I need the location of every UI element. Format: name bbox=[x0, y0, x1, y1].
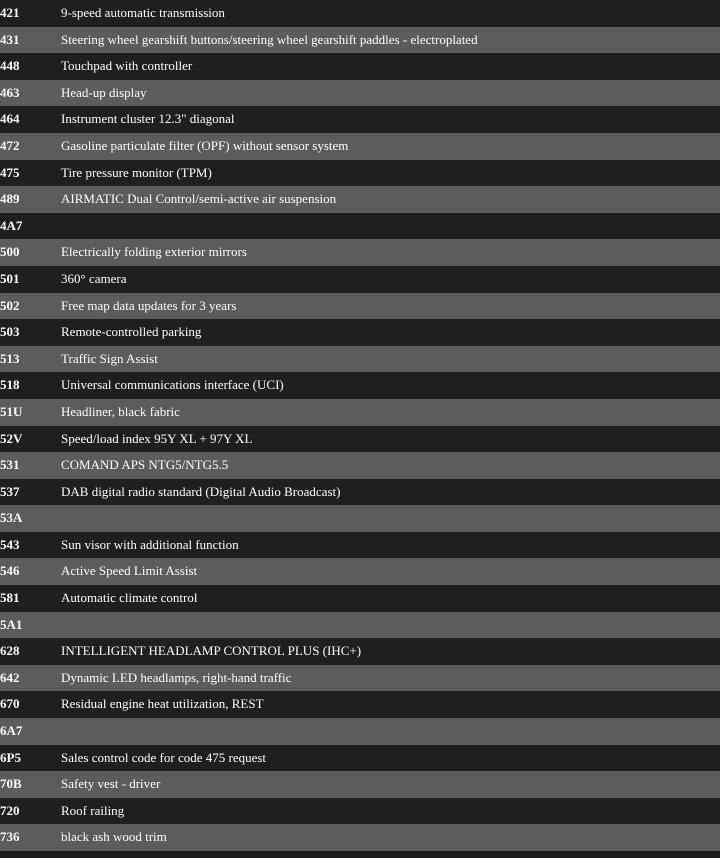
table-row bbox=[0, 824, 720, 851]
table-row bbox=[0, 452, 720, 479]
option-description: Active Speed Limit Assist bbox=[61, 563, 198, 579]
option-code: 421 bbox=[0, 5, 20, 20]
table-row bbox=[0, 479, 720, 506]
option-code: 53A bbox=[0, 510, 23, 526]
table-row bbox=[0, 0, 720, 27]
table-row bbox=[0, 718, 720, 745]
table-row bbox=[0, 745, 720, 772]
option-description: Steering wheel gearshift buttons/steering wheel gearshift paddles - electroplated bbox=[61, 31, 478, 47]
option-description: Universal communications interface (UCI) bbox=[61, 377, 284, 393]
option-description: Tire pressure monitor (TPM) bbox=[61, 164, 212, 180]
option-code: 628 bbox=[0, 643, 20, 659]
option-description: Sales control code for code 475 request bbox=[61, 749, 267, 765]
option-description: 360° camera bbox=[61, 270, 127, 286]
option-code: 513 bbox=[0, 350, 20, 366]
option-code: 720 bbox=[0, 802, 20, 818]
table-row bbox=[0, 106, 720, 133]
table-row bbox=[0, 638, 720, 665]
option-description: INTELLIGENT HEADLAMP CONTROL PLUS (IHC+) bbox=[61, 643, 362, 659]
table-row bbox=[0, 585, 720, 612]
option-code: 502 bbox=[0, 297, 20, 313]
option-code: 546 bbox=[0, 563, 20, 579]
option-description: Traffic Sign Assist bbox=[61, 350, 158, 366]
option-code: 581 bbox=[0, 590, 20, 606]
table-row bbox=[0, 239, 720, 266]
option-description: Headliner, black fabric bbox=[61, 403, 180, 419]
table-row bbox=[0, 160, 720, 187]
option-description: AIRMATIC Dual Control/semi-active air suspension bbox=[61, 191, 337, 207]
option-code: 51U bbox=[0, 403, 23, 419]
option-code: 501 bbox=[0, 270, 20, 286]
option-description: Gasoline particulate filter (OPF) without sensor system bbox=[61, 137, 349, 153]
option-code: 463 bbox=[0, 84, 20, 100]
table-row bbox=[0, 266, 720, 293]
table-row bbox=[0, 612, 720, 639]
option-description: Instrument cluster 12.3" diagonal bbox=[61, 111, 235, 127]
table-row bbox=[0, 213, 720, 240]
option-description bbox=[61, 213, 720, 240]
option-code: 475 bbox=[0, 164, 20, 180]
option-code: 5A1 bbox=[0, 616, 23, 632]
table-row bbox=[0, 558, 720, 585]
table-row bbox=[0, 27, 720, 54]
option-description: Electrically folding exterior mirrors bbox=[61, 244, 247, 260]
option-code: 6P5 bbox=[0, 749, 21, 765]
option-code: 531 bbox=[0, 457, 20, 473]
option-description: Safety vest - driver bbox=[61, 776, 161, 792]
option-description: black ash wood trim bbox=[61, 829, 167, 845]
table-row bbox=[0, 80, 720, 107]
table-row bbox=[0, 346, 720, 373]
option-description: 9-speed automatic transmission bbox=[61, 5, 225, 20]
table-row bbox=[0, 293, 720, 320]
option-code: 736 bbox=[0, 829, 20, 845]
option-description: Sun visor with additional function bbox=[61, 536, 239, 552]
option-code: 52V bbox=[0, 430, 23, 446]
table-row bbox=[0, 691, 720, 718]
table-row bbox=[0, 186, 720, 213]
option-code: 70B bbox=[0, 776, 22, 792]
option-description: COMAND APS NTG5/NTG5.5 bbox=[61, 457, 229, 473]
option-description: Remote-controlled parking bbox=[61, 324, 202, 340]
option-code: 543 bbox=[0, 536, 20, 552]
option-code: 448 bbox=[0, 58, 20, 74]
table-row bbox=[0, 53, 720, 80]
option-description: Automatic climate control bbox=[61, 590, 198, 606]
table-row bbox=[0, 665, 720, 692]
table-row bbox=[0, 798, 720, 825]
option-code: 500 bbox=[0, 244, 20, 260]
option-description: Free map data updates for 3 years bbox=[61, 297, 237, 313]
option-code: 431 bbox=[0, 31, 20, 47]
table-row bbox=[0, 133, 720, 160]
option-code: 537 bbox=[0, 483, 20, 499]
table-row bbox=[0, 771, 720, 798]
option-description: Touchpad with controller bbox=[61, 58, 193, 74]
table-row bbox=[0, 426, 720, 453]
table-row bbox=[0, 505, 720, 532]
option-code: 4A7 bbox=[0, 217, 23, 233]
option-code: 472 bbox=[0, 137, 20, 153]
table-row bbox=[0, 319, 720, 346]
table-row bbox=[0, 372, 720, 399]
option-code: 503 bbox=[0, 324, 20, 340]
option-description: Residual engine heat utilization, REST bbox=[61, 696, 264, 712]
option-code: 642 bbox=[0, 669, 20, 685]
table-row bbox=[0, 532, 720, 559]
option-code: 6A7 bbox=[0, 723, 23, 739]
table-row bbox=[0, 399, 720, 426]
option-description: DAB digital radio standard (Digital Audio Broadcast) bbox=[61, 483, 341, 499]
option-description: Dynamic LED headlamps, right-hand traffic bbox=[61, 669, 292, 685]
option-code: 518 bbox=[0, 377, 20, 393]
option-description: Roof railing bbox=[61, 802, 125, 818]
option-description: Head-up display bbox=[61, 84, 147, 100]
option-code: 670 bbox=[0, 696, 20, 712]
option-description bbox=[61, 612, 720, 639]
option-code: 489 bbox=[0, 191, 20, 207]
option-code: 464 bbox=[0, 111, 20, 127]
option-description bbox=[61, 505, 720, 532]
option-description bbox=[61, 718, 720, 745]
option-description: Speed/load index 95Y XL + 97Y XL bbox=[61, 430, 253, 446]
